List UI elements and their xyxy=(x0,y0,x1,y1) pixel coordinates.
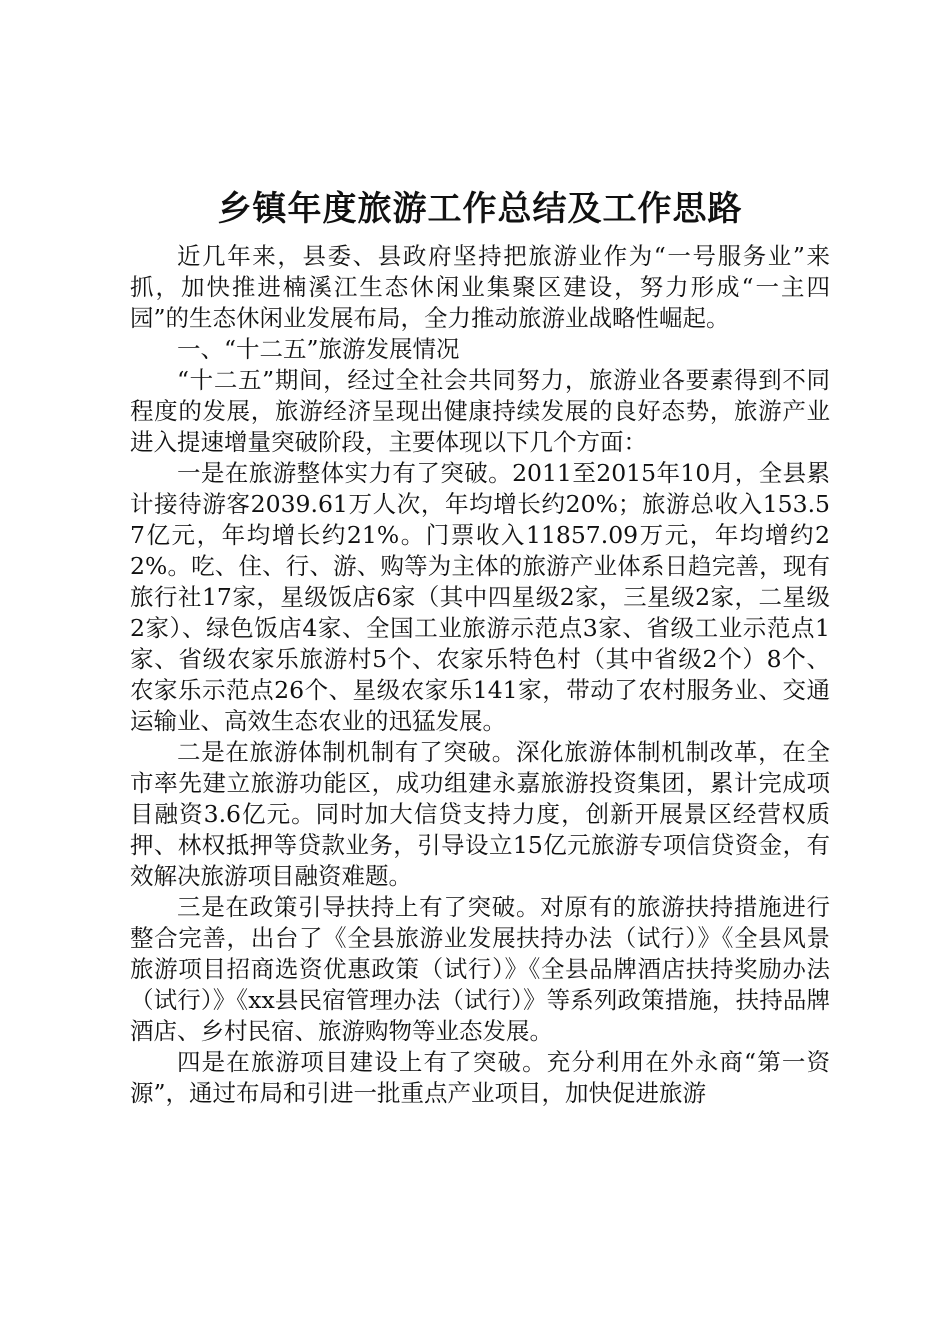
document-title: 乡镇年度旅游工作总结及工作思路 xyxy=(217,189,743,229)
section-heading: 一、“十二五”旅游发展情况 xyxy=(177,335,460,363)
paragraph-point-4: 四是在旅游项目建设上有了突破。充分利用在外永商“第一资源”，通过布局和引进一批重点产业项目，加快促进旅游 xyxy=(130,1048,830,1107)
document-page xyxy=(130,185,830,1109)
paragraph-point-1: 一是在旅游整体实力有了突破。2011至2015年10月，全县累计接待游客2039.61万人次，年均增长约20%；旅游总收入153.57亿元，年均增长约21%。门票收入11857.09万元，年均增约22%。吃、住、行、游、购等为主体的旅游产业体系日趋完善，现有旅行社17家，星级饭店6家（其中四星级2家，三星级2家，二星级2家）、绿色饭店4家、全国工业旅游示范点3家、省级工业示范点1家、省级农家乐旅游村5个、农家乐特色村（其中省级2个）8个、农家乐示范点26个、星级农家乐141家，带动了农村服务业、交通运输业、高效生态农业的迅猛发展。 xyxy=(130,459,830,735)
paragraph-intro: 近几年来，县委、县政府坚持把旅游业作为“一号服务业”来抓，加快推进楠溪江生态休闲业集聚区建设，努力形成“一主四园”的生态休闲业发展布局，全力推动旅游业战略性崛起。 xyxy=(130,242,830,332)
paragraph-point-2: 二是在旅游体制机制有了突破。深化旅游体制机制改革，在全市率先建立旅游功能区，成功组建永嘉旅游投资集团，累计完成项目融资3.6亿元。同时加大信贷支持力度，创新开展景区经营权质押、林权抵押等贷款业务，引导设立15亿元旅游专项信贷资金，有效解决旅游项目融资难题。 xyxy=(130,738,830,890)
paragraph-point-3: 三是在政策引导扶持上有了突破。对原有的旅游扶持措施进行整合完善，出台了《全县旅游业发展扶持办法（试行）》《全县风景旅游项目招商选资优惠政策（试行）》《全县品牌酒店扶持奖励办法（试行）》《xx县民宿管理办法（试行）》等系列政策措施，扶持品牌酒店、乡村民宿、旅游购物等业态发展。 xyxy=(130,893,830,1045)
paragraph-overview: “十二五”期间，经过全社会共同努力，旅游业各要素得到不同程度的发展，旅游经济呈现出健康持续发展的良好态势，旅游产业进入提速增量突破阶段，主要体现以下几个方面： xyxy=(130,366,830,456)
